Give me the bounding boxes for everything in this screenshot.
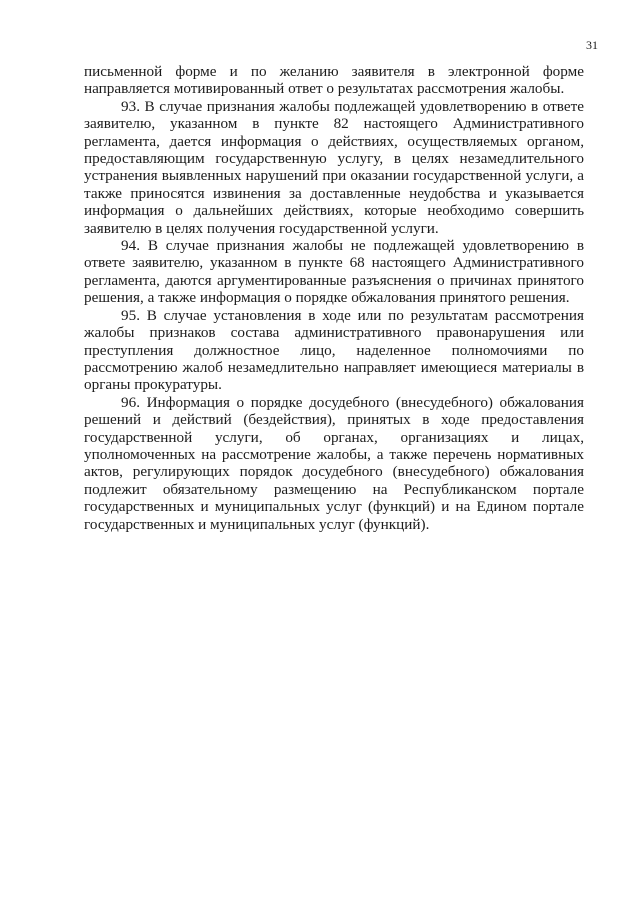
paragraph-continuation: письменной форме и по желанию заявителя в электронной форме направляется мотивированный ответ о результатах рассмотрения жалобы. [84,63,584,98]
paragraph-94: 94. В случае признания жалобы не подлежащей удовлетворению в ответе заявителю, указанном в пункте 68 настоящего Административного регламента, даются аргументированные разъяснения о причинах принятого решения, а также информация о порядке обжалования принятого решения. [84,237,584,307]
document-body [84,63,584,533]
paragraph-95: 95. В случае установления в ходе или по результатам рассмотрения жалобы признаков состава административного правонарушения или преступления должностное лицо, наделенное полномочиями по рассмотрению жалоб незамедлительно направляет имеющиеся материалы в органы прокуратуры. [84,306,584,394]
paragraph-93: 93. В случае признания жалобы подлежащей удовлетворению в ответе заявителю, указанном в пункте 82 настоящего Административного регламента, дается информация о действиях, осуществляемых органом, предоставляющим государственную услугу, в целях незамедлительного устранения выявленных нарушений при оказании государственной услуги, а также приносятся извинения за доставленные неудобства и указывается информация о дальнейших действиях, которые необходимо совершить заявителю в целях получения государственной услуги. [84,97,584,237]
page-number: 31 [586,38,598,52]
paragraph-96: 96. Информация о порядке досудебного (внесудебного) обжалования решений и действий (бездействия), принятых в ходе предоставления государственной услуги, об органах, организациях и лицах, уполномоченных на рассмотрение жалобы, а также перечень нормативных актов, регулирующих порядок досудебного (внесудебного) обжалования подлежит обязательному размещению на Республиканском портале государственных и муниципальных услуг (функций) и на Едином портале государственных и муниципальных услуг (функций). [84,393,584,533]
